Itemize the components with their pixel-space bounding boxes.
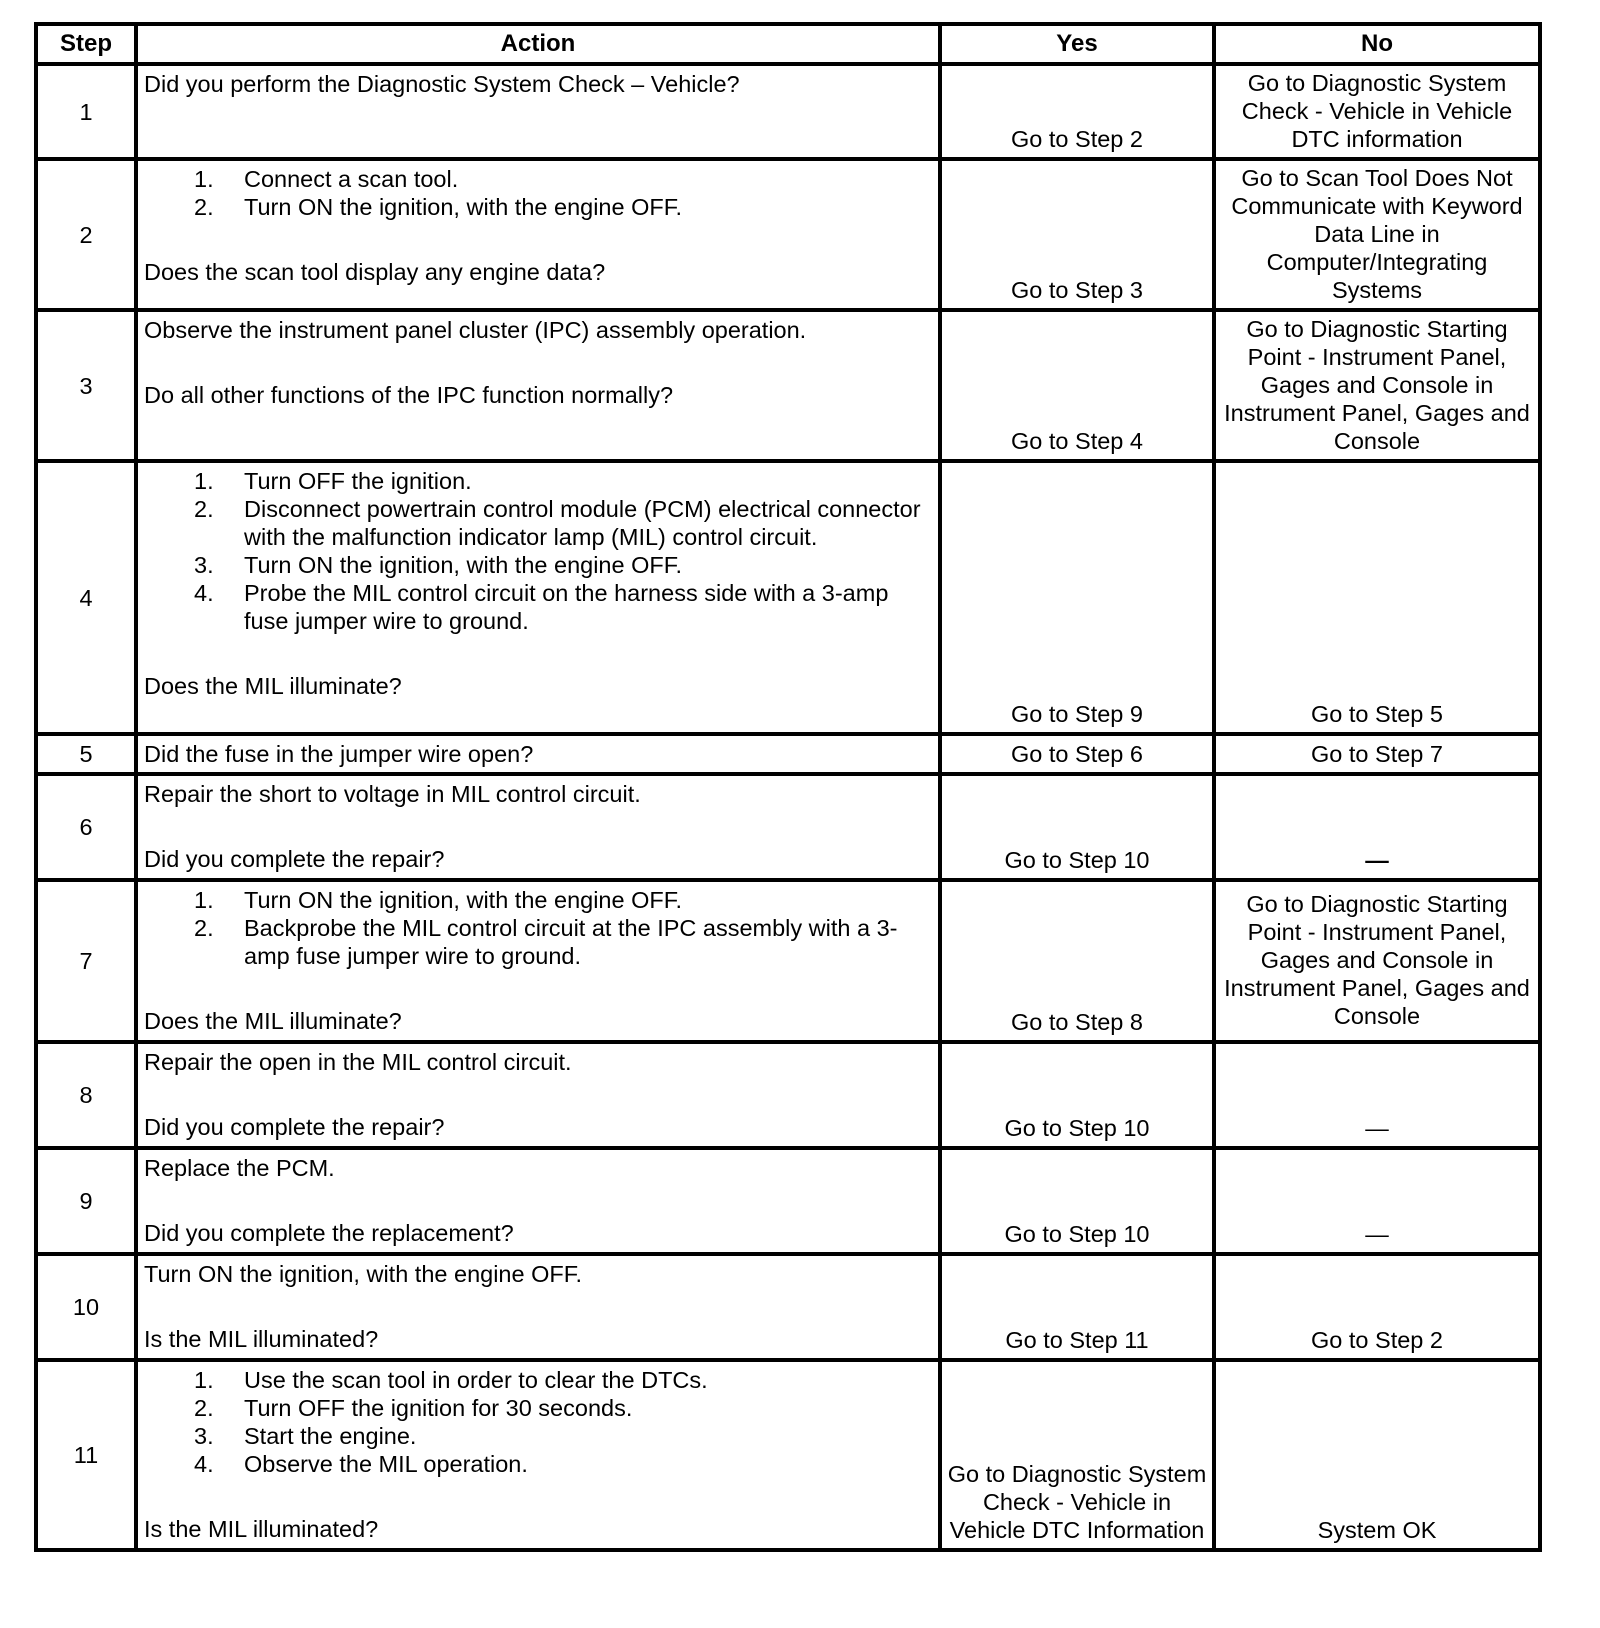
substep-list: [144, 1366, 932, 1478]
yes-cell: Go to Step 6: [940, 734, 1214, 774]
list-item: 1. Turn ON the ignition, with the engine OFF.: [194, 887, 683, 913]
header-row: [36, 24, 1540, 64]
action-question: Did you complete the replacement?: [144, 1220, 514, 1246]
table-row: [36, 734, 1540, 774]
step-number: 8: [36, 1042, 136, 1148]
action-cell: [136, 64, 940, 159]
yes-cell: Go to Step 3: [940, 159, 1214, 310]
header-step: Step: [36, 24, 136, 64]
action-intro: Observe the instrument panel cluster (IPC) assembly operation.: [144, 317, 807, 343]
list-item: 2. Backprobe the MIL control circuit at the IPC assembly with a 3-amp fuse jumper wire to ground.: [194, 915, 898, 969]
action-intro: Repair the open in the MIL control circuit.: [144, 1049, 572, 1075]
action-intro: Repair the short to voltage in MIL control circuit.: [144, 781, 641, 807]
substep-list: [144, 165, 932, 221]
action-question: Does the scan tool display any engine data?: [144, 259, 606, 285]
table-row: [36, 1254, 1540, 1360]
no-cell: Go to Diagnostic Starting Point - Instrument Panel, Gages and Console in Instrument Panel, Gages and Console: [1214, 880, 1540, 1042]
action-cell: [136, 159, 940, 310]
step-number: 3: [36, 310, 136, 461]
action-cell: [136, 1254, 940, 1360]
table-row: [36, 310, 1540, 461]
action-question: Did you complete the repair?: [144, 846, 445, 872]
table-row: [36, 461, 1540, 734]
yes-cell: Go to Step 11: [940, 1254, 1214, 1360]
list-item: 4. Probe the MIL control circuit on the harness side with a 3-amp fuse jumper wire to ground.: [194, 580, 889, 634]
header-action: Action: [136, 24, 940, 64]
no-cell: System OK: [1214, 1360, 1540, 1550]
action-intro: Replace the PCM.: [144, 1155, 335, 1181]
action-cell: [136, 310, 940, 461]
yes-cell: Go to Step 10: [940, 1148, 1214, 1254]
header-no: No: [1214, 24, 1540, 64]
action-question: Does the MIL illuminate?: [144, 1008, 402, 1034]
list-item: 2. Turn ON the ignition, with the engine OFF.: [194, 194, 683, 220]
step-number: 4: [36, 461, 136, 734]
step-number: 2: [36, 159, 136, 310]
action-question: Does the MIL illuminate?: [144, 673, 402, 699]
yes-cell: Go to Step 10: [940, 1042, 1214, 1148]
yes-cell: Go to Step 9: [940, 461, 1214, 734]
table-row: [36, 880, 1540, 1042]
substep-list: [144, 886, 932, 970]
list-item: 3. Turn ON the ignition, with the engine OFF.: [194, 552, 683, 578]
action-cell: [136, 1360, 940, 1550]
table-row: [36, 1148, 1540, 1254]
substep-list: [144, 467, 932, 635]
no-cell: Go to Step 5: [1214, 461, 1540, 734]
action-question: Is the MIL illuminated?: [144, 1516, 379, 1542]
diagnostic-table: [34, 22, 1542, 1552]
step-number: 9: [36, 1148, 136, 1254]
action-intro: Did you perform the Diagnostic System Check – Vehicle?: [144, 71, 740, 97]
yes-cell: Go to Diagnostic System Check - Vehicle in Vehicle DTC Information: [940, 1360, 1214, 1550]
action-intro: Turn ON the ignition, with the engine OFF.: [144, 1261, 583, 1287]
no-cell: Go to Scan Tool Does Not Communicate with Keyword Data Line in Computer/Integrating Systems: [1214, 159, 1540, 310]
table-row: [36, 1042, 1540, 1148]
action-cell: [136, 461, 940, 734]
action-cell: [136, 1148, 940, 1254]
action-question: Is the MIL illuminated?: [144, 1326, 379, 1352]
yes-cell: Go to Step 4: [940, 310, 1214, 461]
table-row: [36, 1360, 1540, 1550]
no-cell: Go to Diagnostic Starting Point - Instrument Panel, Gages and Console in Instrument Panel, Gages and Console: [1214, 310, 1540, 461]
step-number: 6: [36, 774, 136, 880]
header-yes: Yes: [940, 24, 1214, 64]
no-cell: —: [1214, 1042, 1540, 1148]
step-number: 11: [36, 1360, 136, 1550]
list-item: 1. Connect a scan tool.: [194, 166, 459, 192]
list-item: 3. Start the engine.: [194, 1423, 417, 1449]
action-cell: [136, 1042, 940, 1148]
step-number: 7: [36, 880, 136, 1042]
step-number: 1: [36, 64, 136, 159]
yes-cell: Go to Step 10: [940, 774, 1214, 880]
yes-cell: Go to Step 8: [940, 880, 1214, 1042]
table-row: [36, 64, 1540, 159]
table-row: [36, 774, 1540, 880]
no-cell: —: [1214, 774, 1540, 880]
action-question: Did you complete the repair?: [144, 1114, 445, 1140]
table-row: [36, 159, 1540, 310]
action-cell: [136, 734, 940, 774]
no-cell: —: [1214, 1148, 1540, 1254]
action-cell: [136, 880, 940, 1042]
list-item: 2. Turn OFF the ignition for 30 seconds.: [194, 1395, 633, 1421]
action-intro: Did the fuse in the jumper wire open?: [144, 741, 534, 767]
list-item: 2. Disconnect powertrain control module (PCM) electrical connector with the malfunction indicator lamp (MIL) control circuit.: [194, 496, 921, 550]
action-question: Do all other functions of the IPC function normally?: [144, 382, 674, 408]
list-item: 1. Turn OFF the ignition.: [194, 468, 472, 494]
yes-cell: Go to Step 2: [940, 64, 1214, 159]
step-number: 5: [36, 734, 136, 774]
no-cell: Go to Step 2: [1214, 1254, 1540, 1360]
list-item: 1. Use the scan tool in order to clear the DTCs.: [194, 1367, 708, 1393]
step-number: 10: [36, 1254, 136, 1360]
no-cell: Go to Diagnostic System Check - Vehicle in Vehicle DTC information: [1214, 64, 1540, 159]
no-cell: Go to Step 7: [1214, 734, 1540, 774]
list-item: 4. Observe the MIL operation.: [194, 1451, 528, 1477]
action-cell: [136, 774, 940, 880]
